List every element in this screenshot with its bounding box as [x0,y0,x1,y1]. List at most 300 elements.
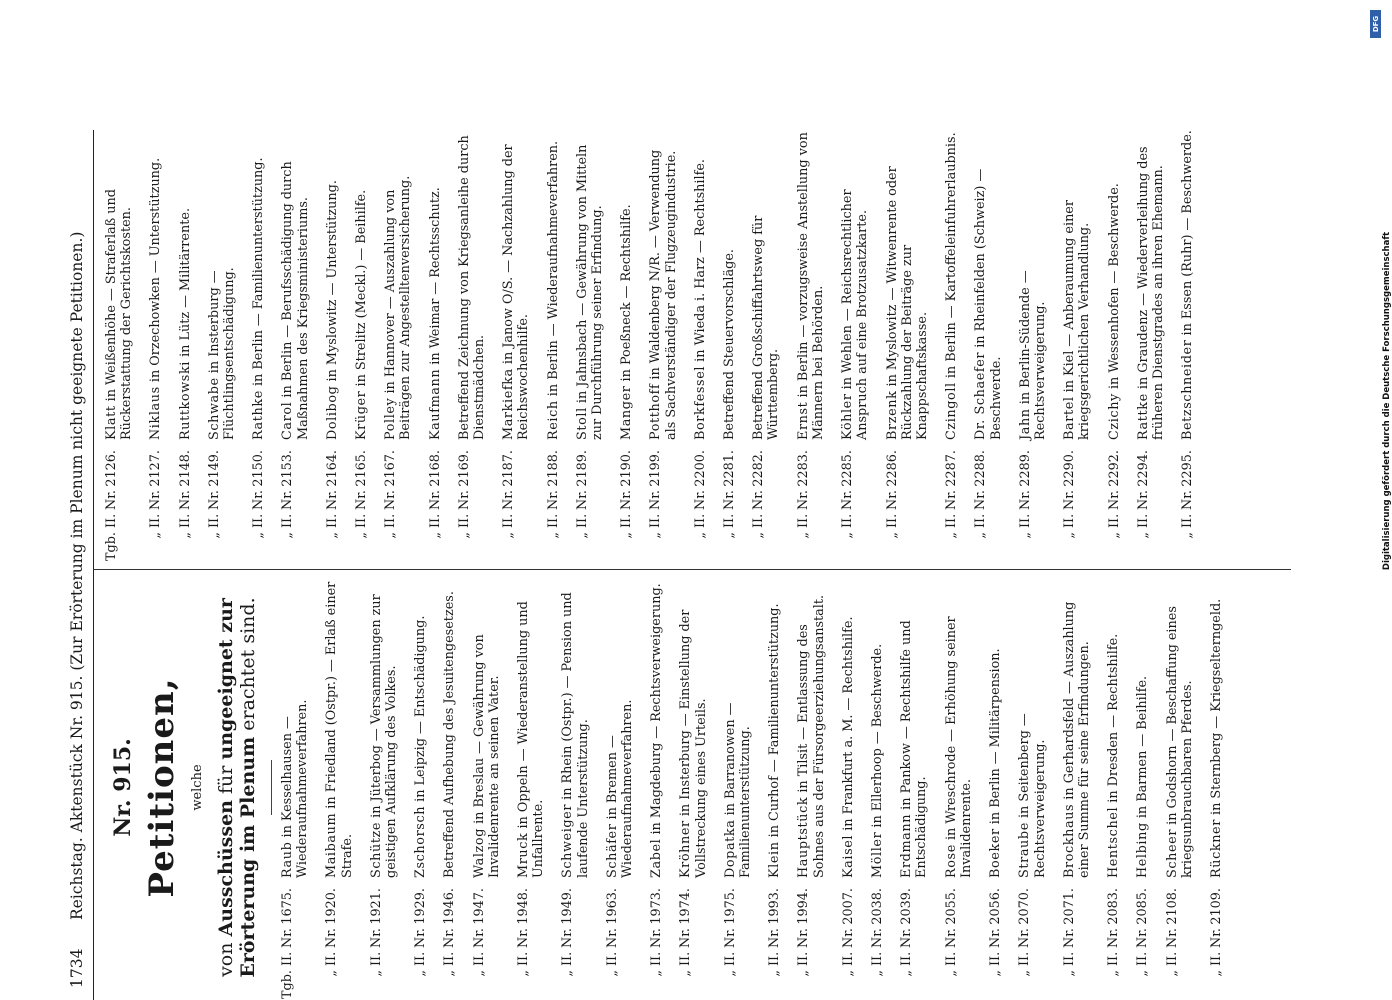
entry-text [723,575,753,878]
entry-nr-label: Nr. [722,490,738,510]
petition-entry [693,130,708,562]
entry-prefix: „ [383,532,399,539]
petition-subject: in Kiel — Anberaumung einer kriegsgerichtlichen Verhandlung. [1062,200,1093,440]
entry-number: 1947. [471,888,487,925]
entry-prefix: „ [177,532,193,539]
petition-entry [1018,130,1048,562]
petition-entry [457,130,487,562]
petition-entry [251,130,266,562]
heading-block [110,575,272,1000]
entry-roman: II. [722,951,738,966]
entry-nr-label: Nr. [177,490,193,510]
entry-roman: II. [354,513,370,528]
entry-text [207,130,237,440]
petitioner-name: Dolibog [324,385,340,440]
entry-roman: II. [456,513,472,528]
petition-entry [723,575,753,1000]
entry-number: 2167. [383,450,399,487]
entry-text [560,575,590,878]
petition-entry [796,130,826,562]
entry-text [251,130,266,440]
entry-text [1136,130,1166,440]
petition-list-left [280,575,1224,1000]
entry-prefix: „ [751,532,767,539]
entry-text [457,130,487,440]
entry-prefix: „ [1106,532,1122,539]
entry-roman: II. [678,951,694,966]
petition-subject: in Lütz — Militärrente. [177,207,193,361]
entry-roman: II. [692,513,708,528]
petitioner-name: Manger [619,385,635,440]
entry-nr-label: Nr. [649,928,665,948]
entry-number: 2283. [795,450,811,487]
column-divider [93,569,1291,570]
petition-entry [369,575,399,1000]
petition-entry [207,130,237,562]
entry-nr-label: Nr. [899,928,915,948]
entry-prefix: „ [796,970,812,977]
entry-number: 2288. [973,450,989,487]
petition-subject: in Graudenz — Wiederverleihung des früheren Dienstgrades an ihren Ehemann. [1135,146,1166,440]
entry-roman: II. [280,951,295,966]
petition-subject: in Tilsit — Entlassung des Sohnes aus der Fürsorgeerziehungsanstalt. [796,594,827,878]
entry-prefix: „ [795,532,811,539]
entry-number: 2108. [1164,888,1180,925]
entry-text [1106,575,1121,878]
entry-prefix: „ [899,970,915,977]
entry-nr-label: Nr. [1135,928,1151,948]
petition-subject: in Strelitz (Meckl.) — Beihilfe. [354,189,370,391]
petition-subject: in Kesselhausen — Wiederaufnahmeverfahren. [280,699,311,878]
entry-prefix: „ [251,532,267,539]
entry-nr-label: Nr. [280,490,296,510]
petitioner-name: Polley [383,397,399,440]
entry-text [988,575,1003,878]
petition-subject: in Berlin — Militärpension. [988,648,1004,829]
entry-nr-label: Nr. [767,928,783,948]
petitioner-name: Niklaus [148,386,164,440]
entry-prefix: „ [354,532,370,539]
petitioner-name: Rose [943,844,959,878]
entry-text [648,130,678,440]
entry-prefix: „ [368,970,384,977]
petitioner-name: Walzog [471,827,487,878]
petition-subject: in Berlin — Berufsschädigung durch Maßnahmen des Kriegsministeriums. [280,161,311,440]
entry-number: 2290. [1062,450,1078,487]
entry-prefix: „ [456,532,472,539]
petition-subject: in Wreschrode — Erhöhung seiner Invalidenrente. [943,616,974,878]
petitioner-name: Betzschneider [1180,339,1196,440]
entry-nr-label: Nr. [383,490,399,510]
entry-roman: II. [1180,513,1196,528]
entry-roman: II. [104,513,119,528]
heading-title: Petitionen, [142,677,182,898]
petition-subject: Betreffend Zeichnung von Kriegsanleihe durch Dienstmädchen. [456,135,488,440]
entry-nr-label: Nr. [104,490,119,510]
entry-roman: II. [796,951,812,966]
entry-number: 2285. [840,450,856,487]
petition-entry [988,575,1003,1000]
entry-prefix: „ [1135,970,1151,977]
entry-roman: II. [148,513,164,528]
entry-prefix: „ [692,532,708,539]
entry-roman: II. [648,513,664,528]
petition-entry [605,575,635,1000]
entry-number: 2148. [177,450,193,487]
petition-entry [560,575,590,1000]
heading-line-2-end: erachtet sind. [237,597,259,737]
petition-subject: in Berlin-Südende — Rechtsverweigerung. [1017,270,1048,440]
entry-number: 2126. [104,450,119,487]
entry-number: 2153. [280,450,296,487]
heading-line-1-bold2: ungeeignet zur [215,598,237,760]
entry-text [1180,130,1195,440]
entry-nr-label: Nr. [943,928,959,948]
petition-entry [325,130,340,562]
petition-entry [944,575,974,1000]
entry-roman: II. [988,951,1004,966]
petitioner-name: Ernst [795,401,811,440]
entry-number: 2287. [944,450,960,487]
entry-text [1062,130,1092,440]
entry-prefix: „ [1062,532,1078,539]
petitioner-name: Mruck [516,832,532,878]
petition-subject: in Berlin — Kartoffeleinfuhrerlaubnis. [944,132,960,383]
running-title: Reichstag. Aktenstück Nr. 915. (Zur Erörterung im Plenum nicht geeignete Petitionen.) [68,231,86,920]
entry-prefix: „ [1180,532,1196,539]
entry-nr-label: Nr. [722,928,738,948]
entry-text [501,130,531,440]
entry-prefix: „ [1017,970,1033,977]
entry-number: 2289. [1017,450,1033,487]
entry-prefix: „ [324,532,340,539]
entry-text [442,575,457,878]
dfg-logo-text: DFG [1371,15,1380,33]
credit-holder [1369,46,1392,746]
entry-number: 2056. [988,888,1004,925]
petition-subject: in Friedland (Ostpr.) — Erlaß einer Strafe. [324,581,355,878]
dfg-logo [1370,10,1381,38]
entry-number: 2165. [354,450,370,487]
entry-roman: II. [516,951,532,966]
entry-prefix: „ [988,970,1004,977]
entry-number: 1963. [604,888,620,925]
petition-subject: in Insterburg — Einstellung der Vollstreckung eines Urteils. [678,609,709,878]
petition-entry [178,130,193,562]
heading-line-1-mid: für [215,759,237,801]
entry-number: 2190. [619,450,635,487]
petitioner-name: Schäfer [604,823,620,878]
petition-subject: in Seitenberg — Rechtsverweigerung. [1017,713,1048,878]
entry-roman: II. [1061,951,1077,966]
petitioner-name: Brzenk [884,390,900,440]
entry-nr-label: Nr. [148,490,164,510]
entry-text [1062,575,1092,878]
entry-number: 2199. [648,450,664,487]
entry-nr-label: Nr. [840,490,856,510]
entry-roman: II. [1106,513,1122,528]
petition-subject: in Wieda i. Harz — Rechtshilfe. [692,159,708,366]
petition-entry [383,130,413,562]
entry-number: 1946. [442,888,458,925]
entry-roman: II. [280,513,296,528]
entry-number: 1929. [413,888,429,925]
petition-entry [104,130,134,562]
petitioner-name: Erdmann [899,813,915,878]
entry-prefix: „ [619,532,635,539]
entry-prefix: Tgb. [280,970,295,999]
petition-entry [280,130,310,562]
entry-text [973,130,1003,440]
petition-entry [722,130,737,562]
entry-text [841,575,856,878]
heading-line-2 [237,575,259,1000]
entry-number: 2189. [574,450,590,487]
entry-number: 1974. [678,888,694,925]
petitioner-name: Straube [1017,822,1033,878]
petition-subject: in Breslau — Gewährung von Invalidenrente an seinen Vater. [471,634,502,878]
heading-line-1-start: von [215,936,237,977]
petitioner-name: Klein [767,841,783,878]
entry-text [796,130,826,440]
entry-text [428,130,443,440]
petition-entry [1106,575,1121,1000]
entry-number: 2071. [1061,888,1077,925]
petitioner-name: Raub [280,841,295,878]
entry-roman: II. [427,513,443,528]
petition-subject: in Jüterbog — Versammlungen zur geistigen Aufklärung des Volkes. [368,594,400,878]
heading-line-2-bold: Erörterung im Plenum [237,736,259,978]
entry-nr-label: Nr. [427,490,443,510]
entry-nr-label: Nr. [692,490,708,510]
entry-text [413,575,428,878]
entry-roman: II. [1135,951,1151,966]
entry-nr-label: Nr. [619,490,635,510]
entry-roman: II. [899,951,915,966]
petitioner-name: Borkfessel [692,365,708,440]
petitioner-name: Bartel [1062,396,1078,440]
entry-number: 1973. [649,888,665,925]
entry-number: 2085. [1135,888,1151,925]
petition-entry [148,130,163,562]
entry-roman: II. [943,951,959,966]
petitioner-name: Reich [545,400,561,440]
petitioner-name: Czichy [1106,393,1122,440]
petitioner-name: Kröhner [678,820,694,878]
petition-subject: in Bremen — Wiederaufnahmeverfahren. [604,699,636,878]
entry-number: 1948. [516,888,532,925]
petitioner-name: Dopatka [722,819,738,878]
entry-nr-label: Nr. [368,928,384,948]
entry-prefix: „ [324,970,340,977]
entry-nr-label: Nr. [988,928,1004,948]
entry-roman: II. [973,513,989,528]
entry-roman: II. [206,513,222,528]
entry-prefix: „ [574,532,590,539]
entry-text [840,130,870,440]
petitioner-name: Dr. Schaefer [973,351,989,440]
entry-prefix: „ [870,970,886,977]
entry-prefix: „ [1164,970,1180,977]
petition-subject: Betreffend Großschiffahrtsweg für Württemberg. [751,215,782,440]
entry-roman: II. [1135,513,1151,528]
petition-subject: in Barmen — Beihilfe. [1135,675,1151,823]
entry-text [354,130,369,440]
petition-entry [1062,130,1092,562]
petition-subject: in Hannover — Auszahlung von Beiträgen zur Angestelltenversicherung. [383,175,414,440]
entry-text [885,130,931,440]
petition-entry [885,130,931,562]
petitioner-name: Köhler [840,393,856,440]
page-number: 1734 [68,948,86,988]
petition-entry [280,575,310,1000]
entry-roman: II. [767,951,783,966]
petition-entry [1165,575,1195,1000]
entry-text [1209,575,1224,878]
petition-entry [354,130,369,562]
running-header [66,130,90,1000]
entry-text [751,130,781,440]
petition-subject: in Waldenberg N/R. — Verwendung als Sachverständiger der Flugzeugindustrie. [648,149,679,440]
petitioner-name: Hauptstück [796,796,812,878]
entry-number: 1975. [722,888,738,925]
entry-roman: II. [471,951,487,966]
entry-nr-label: Nr. [545,490,561,510]
entry-number: 2149. [206,450,222,487]
entry-roman: II. [1062,513,1078,528]
petition-entry [575,130,605,562]
petition-entry [472,575,502,1000]
entry-nr-label: Nr. [324,928,340,948]
petition-subject: in Magdeburg — Rechtsverweigerung. [649,583,665,839]
petitioner-name: Schütze [368,821,384,878]
petitioner-name: Zabel [649,838,665,878]
entry-nr-label: Nr. [795,490,811,510]
petition-entry [870,575,885,1000]
entry-nr-label: Nr. [973,490,989,510]
petitioner-name: Maibaum [324,812,340,878]
entry-text [796,575,826,878]
entry-prefix: „ [280,532,296,539]
entry-text [944,130,959,440]
entry-number: 2200. [692,450,708,487]
petition-subject: in Berlin — vorzugsweise Anstellung von Männern bei Behörden. [795,132,826,440]
entry-text [280,130,310,440]
petition-entry [1135,575,1150,1000]
entry-number: 2169. [456,450,472,487]
entry-prefix: „ [442,970,458,977]
entry-text [693,130,708,440]
petition-entry [546,130,561,562]
heading-line-1 [215,575,237,1000]
petition-entry [649,575,664,1000]
entry-text [649,575,664,878]
entry-nr-label: Nr. [324,490,340,510]
entry-prefix: „ [206,532,222,539]
entry-text [722,130,737,440]
petitioner-name: Czingoll [944,382,960,440]
petition-subject: in Wehlen — Reichsrechtlicher Anspruch auf eine Brotzusatzkarte. [840,189,871,440]
entry-roman: II. [840,513,856,528]
entry-nr-label: Nr. [1017,928,1033,948]
entry-prefix: „ [722,970,738,977]
petition-entry [840,130,870,562]
petitioner-name: Zschorsch [413,805,429,878]
petition-subject: in Essen (Ruhr) — Beschwerde. [1180,130,1196,340]
entry-nr-label: Nr. [280,928,295,948]
entry-nr-label: Nr. [796,928,812,948]
petitioner-name: Boeker [988,828,1004,878]
entry-number: 2294. [1135,450,1151,487]
entry-number: 2109. [1208,888,1224,925]
entry-text [899,575,929,878]
entry-number: 2039. [899,888,915,925]
entry-prefix: „ [1017,532,1033,539]
entry-text [944,575,974,878]
entry-nr-label: Nr. [251,490,267,510]
right-column [104,130,1294,562]
entry-text [472,575,502,878]
entry-nr-label: Nr. [870,928,886,948]
entry-text [1165,575,1195,878]
petition-entry [428,130,443,562]
entry-number: 1949. [560,888,576,925]
petition-subject: in Pankow — Rechtshilfe und Entschädigung. [899,620,930,878]
entry-text [619,130,634,440]
petition-subject: in Curhof — Familienunterstützung. [767,603,783,842]
entry-nr-label: Nr. [648,490,664,510]
entry-prefix: „ [1135,532,1151,539]
petition-entry [973,130,1003,562]
entry-roman: II. [604,951,620,966]
entry-prefix: „ [944,532,960,539]
petition-entry [516,575,546,1000]
petitioner-name: Rattke [1135,393,1151,440]
entry-text [1018,130,1048,440]
entry-roman: II. [649,951,665,966]
entry-prefix: „ [471,970,487,977]
entry-text [178,130,193,440]
entry-nr-label: Nr. [1106,490,1122,510]
left-column [104,575,1294,1000]
petitioner-name: Kaisel [840,834,856,878]
petition-entry [841,575,856,1000]
entry-number: 2055. [943,888,959,925]
entry-nr-label: Nr. [1208,928,1224,948]
entry-number: 1921. [368,888,384,925]
entry-roman: II. [1017,951,1033,966]
entry-prefix: „ [648,532,664,539]
petition-subject: in Orzechowken — Unterstützung. [148,157,164,387]
entry-text [369,575,399,878]
entry-roman: II. [795,513,811,528]
petitioner-name: Krüger [354,390,370,440]
entry-number: 2168. [427,450,443,487]
entry-text [325,130,340,440]
entry-prefix: „ [1208,970,1224,977]
entry-prefix: „ [516,970,532,977]
entry-text [1107,130,1122,440]
petition-subject: in Myslowitz — Witwenrente oder Rückzahlung der Beiträge zur Knappschaftskasse. [884,166,930,440]
entry-text [516,575,546,878]
petition-subject: in Poeßneck — Rechtshilfe. [619,204,635,386]
entry-number: 2083. [1106,888,1122,925]
petition-entry [1017,575,1047,1000]
petition-entry [899,575,929,1000]
petition-subject: in Barranowen — Familienunterstützung. [722,702,754,878]
petition-entry [1136,130,1166,562]
entry-text [1135,575,1150,878]
